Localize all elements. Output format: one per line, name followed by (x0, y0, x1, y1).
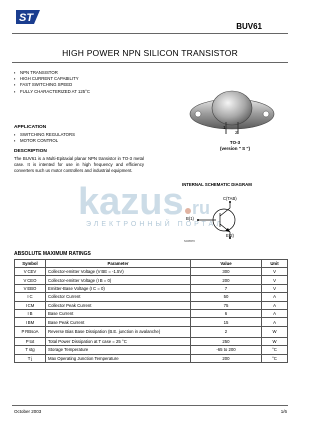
table-row (15, 301, 288, 309)
pin-1-label: 1 (223, 126, 226, 131)
cell-value: 200 (191, 276, 262, 284)
header-value: Value (191, 260, 262, 268)
cell-parameter: Base Peak Current (46, 318, 191, 326)
cell-parameter: Collector Current (46, 293, 191, 301)
package-name: TO-3 (229, 140, 241, 145)
table-row (15, 309, 288, 317)
cell-symbol: I BM (15, 318, 46, 326)
cell-symbol: T j (15, 354, 46, 362)
package-caption (190, 140, 280, 151)
cell-unit: V (262, 284, 288, 292)
cell-value: 75 (191, 301, 262, 309)
document-title: HIGH POWER NPN SILICON TRANSISTOR (62, 48, 238, 58)
cell-symbol: V CEV (15, 268, 46, 276)
cell-value: 200 (191, 354, 262, 362)
schematic-code: SC06570 (184, 240, 195, 243)
header-parameter: Parameter (46, 260, 191, 268)
to3-package-drawing (186, 84, 278, 138)
page-number: 1/6 (280, 409, 287, 414)
cell-symbol: I CM (15, 301, 46, 309)
cell-parameter: Max Operating Junction Temperature (46, 354, 191, 362)
cell-parameter: Base Current (46, 309, 191, 317)
cell-parameter: Collector-emitter Voltage (V BE = -1.5V) (46, 268, 191, 276)
cell-parameter: Total Power Dissipation at T case = 25 °C (46, 337, 191, 345)
cell-symbol: I B (15, 309, 46, 317)
table-row (15, 326, 288, 337)
cell-value: 7 (191, 284, 262, 292)
cell-unit: °C (262, 354, 288, 362)
schematic-title: INTERNAL SCHEMATIC DIAGRAM (182, 182, 252, 187)
application-list (20, 132, 75, 144)
cell-value: 2 (191, 326, 262, 337)
cell-value: 15 (191, 318, 262, 326)
cell-unit: A (262, 309, 288, 317)
table-header-row (15, 260, 288, 268)
package-version: (version " S ") (219, 145, 251, 151)
features-list (20, 70, 90, 95)
cell-unit: V (262, 276, 288, 284)
application-heading: APPLICATION (14, 125, 47, 130)
watermark-subtitle: ЭЛЕКТРОННЫЙ ПОРТАЛ (86, 221, 224, 228)
table-row (15, 284, 288, 292)
application-item: ▪ MOTOR CONTROL (20, 138, 75, 144)
cell-parameter: Reverse Bias Base Dissipation (B.E. junction in avalanche) (46, 326, 191, 337)
cell-unit: A (262, 293, 288, 301)
header-unit: Unit (262, 260, 288, 268)
table-row (15, 276, 288, 284)
footer-rule (12, 405, 288, 406)
cell-parameter: Collector-emitter Voltage (I B = 0) (46, 276, 191, 284)
table-row (15, 293, 288, 301)
description-text: The BUV61 is a Multi-Epitaxial planar NPN transistor in TO-3 metal case. It is intented for use in high frequency and efficiency converters such us motor controllers and industrial equipment. (14, 156, 144, 174)
cell-symbol: V CEO (15, 276, 46, 284)
feature-item: ▪ HIGH CURRENT CAPABILITY (20, 76, 90, 82)
cell-parameter: Emitter-Base Voltage (I C = 0) (46, 284, 191, 292)
table-row (15, 354, 288, 362)
feature-item: ▪ FAST SWITCHING SPEED (20, 82, 90, 88)
header-rule-bottom (12, 62, 288, 63)
description-heading: DESCRIPTION (14, 149, 47, 154)
st-logo (14, 8, 42, 26)
cell-unit: °C (262, 346, 288, 354)
cell-value: 6 (191, 309, 262, 317)
part-number: BUV61 (236, 22, 262, 31)
table-row (15, 318, 288, 326)
table-row (15, 346, 288, 354)
feature-item: ▪ NPN TRANSISTOR (20, 70, 90, 76)
cell-parameter: Collector Peak Current (46, 301, 191, 309)
pin-2-label: 2 (235, 131, 238, 136)
cell-value: -65 to 200 (191, 346, 262, 354)
cell-value: 250 (191, 337, 262, 345)
ratings-title: ABSOLUTE MAXIMUM RATINGS (14, 251, 91, 257)
cell-symbol: V EBO (15, 284, 46, 292)
cell-value: 300 (191, 268, 262, 276)
header-symbol: Symbol (15, 260, 46, 268)
table-row (15, 268, 288, 276)
footer-date: October 2003 (14, 409, 42, 414)
cell-unit: A (262, 318, 288, 326)
cell-parameter: Storage Temperature (46, 346, 191, 354)
base-label: B(1) (186, 216, 194, 221)
cell-unit: A (262, 301, 288, 309)
header-rule-top (12, 33, 288, 34)
cell-symbol: P RBsoA (15, 326, 46, 337)
emitter-label: E(2) (226, 233, 234, 238)
cell-unit: V (262, 268, 288, 276)
svg-text:ru: ru (192, 198, 210, 218)
cell-unit: W (262, 326, 288, 337)
application-item: ▪ SWITCHING REGULATORS (20, 132, 75, 138)
cell-value: 50 (191, 293, 262, 301)
cell-symbol: I C (15, 293, 46, 301)
svg-text:ST: ST (19, 12, 34, 24)
feature-item: ▪ FULLY CHARACTERIZED AT 125°C (20, 89, 90, 95)
table-row (15, 337, 288, 345)
svg-text:kazus: kazus (78, 181, 184, 222)
cell-unit: W (262, 337, 288, 345)
cell-symbol: P tot (15, 337, 46, 345)
ratings-table (14, 259, 288, 363)
cell-symbol: T stg (15, 346, 46, 354)
collector-label: C(TAB) (223, 196, 237, 201)
